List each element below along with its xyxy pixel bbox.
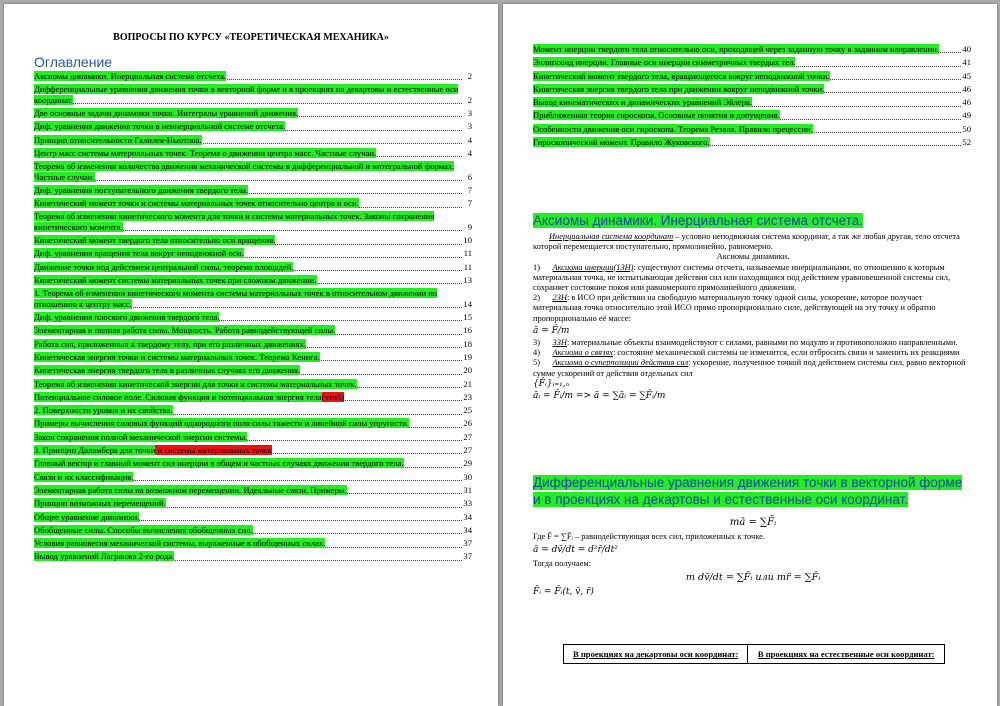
- toc-page-number: 27: [463, 445, 472, 456]
- toc-entry-text: Вывод уравнений Лагранжа 2-го рода.: [34, 551, 175, 562]
- toc-entry[interactable]: [34, 148, 472, 158]
- toc-entry[interactable]: [34, 108, 472, 118]
- toc-page-number: 34: [463, 511, 472, 522]
- toc-page-number: 21: [463, 378, 472, 389]
- toc-entry-text: Кинетический момент твердого тела, вращающегося вокруг неподвижной точки.: [533, 70, 830, 81]
- equation-main: mā = ∑F̄ᵢ: [729, 517, 777, 528]
- diff-eq-body: [533, 518, 973, 597]
- toc-page-number: 52: [962, 137, 971, 148]
- toc-page-number: 49: [962, 110, 971, 121]
- toc-page-number: 40: [962, 44, 971, 54]
- toc-entry[interactable]: [533, 84, 971, 94]
- toc-page-number: 50: [962, 123, 971, 134]
- toc-page-number: 37: [463, 551, 472, 562]
- toc-entry[interactable]: [533, 97, 971, 107]
- projection-table: [563, 644, 945, 664]
- toc-page-number: 11: [463, 261, 472, 272]
- equation-acceleration: ā = dv̄/dt = d²r̄/dt²: [533, 545, 618, 556]
- toc-entry[interactable]: [533, 110, 971, 120]
- toc-entry-text: Общее уравнение динамики.: [34, 511, 140, 522]
- toc-entry[interactable]: [34, 485, 472, 495]
- toc-entry-text: Приближенная теория гироскопа. Основные понятия и допущения.: [533, 110, 780, 121]
- toc-page-number: 41: [962, 57, 971, 68]
- toc-entry[interactable]: [34, 198, 472, 208]
- toc-entry-text: Связи и их классификация.: [34, 471, 134, 482]
- toc-page-number: 25: [463, 405, 472, 416]
- toc-entry[interactable]: [34, 262, 472, 272]
- equation-then: m dv̄/dt = ∑F̄ᵢ или mr̈ = ∑F̄ᵢ: [685, 571, 821, 583]
- toc-page-number: 34: [463, 524, 472, 535]
- toc-entry-text: Аксиомы динамики. Инерциальная система отсчета.: [34, 71, 227, 81]
- toc-list-right: [533, 44, 971, 150]
- toc-page-number: 4: [467, 147, 472, 158]
- toc-entry-text: Принцип относительности Галилея-Ньютона.: [34, 134, 202, 145]
- formula-superposition: āᵢ = F̄ᵢ/m => ā = ∑āᵢ = ∑F̄ᵢ/m: [533, 391, 666, 402]
- formula-force-set: {F̄ᵢ}ᵢ₌₁,ₙ: [533, 378, 570, 389]
- table-header-cartesian: В проекциях на декартовы оси координат:: [564, 645, 748, 664]
- toc-entry[interactable]: [34, 312, 472, 322]
- toc-entry[interactable]: [533, 44, 971, 54]
- toc-entry[interactable]: [34, 538, 472, 548]
- toc-entry-text: Кинетическая энергия точки и системы материальных точек. Теорема Кенига.: [34, 351, 320, 362]
- toc-entry-text-marked: и системы материальных точек: [155, 445, 272, 456]
- toc-page-number: 6: [467, 171, 472, 182]
- toc-entry-text: Движение точки под действием центральной силы, теорема площадей.: [34, 261, 294, 272]
- toc-entry-text: Момент инерции твердого тела относительно оси, проходящей через заданную точку в заданном направлении.: [533, 44, 939, 54]
- table-header-natural: В проекциях на естественные оси координат:: [748, 645, 945, 664]
- toc-page-number: 11: [463, 248, 472, 259]
- toc-entry[interactable]: [533, 71, 971, 81]
- toc-page-number: 2: [467, 71, 472, 81]
- toc-page-number: 27: [463, 431, 472, 442]
- toc-page-number: 9: [467, 221, 472, 232]
- toc-entry[interactable]: [34, 325, 472, 335]
- toc-entry[interactable]: [34, 445, 472, 455]
- toc-entry[interactable]: [34, 211, 472, 232]
- toc-page-number: 31: [463, 484, 472, 495]
- toc-page-number: 46: [962, 83, 971, 94]
- toc-entry[interactable]: [533, 57, 971, 67]
- toc-entry[interactable]: [34, 458, 472, 468]
- toc-entry[interactable]: [34, 121, 472, 131]
- toc-entry[interactable]: [34, 352, 472, 362]
- toc-entry-text: 3. Принцип Даламбера для точки: [34, 445, 156, 456]
- toc-entry[interactable]: [34, 498, 472, 508]
- formula-newton-2: ā = F̄/m: [533, 325, 570, 336]
- toc-heading: Оглавление: [34, 54, 113, 70]
- toc-entry-text: Примеры вычисления силовых функций однородного поля силы тяжести и линейной силы упругости.: [34, 418, 409, 429]
- toc-entry[interactable]: [34, 288, 472, 309]
- toc-entry[interactable]: [34, 248, 472, 258]
- document-title: ВОПРОСЫ ПО КУРСУ «ТЕОРЕТИЧЕСКАЯ МЕХАНИКА»: [113, 32, 389, 43]
- toc-page-number: 4: [467, 134, 472, 145]
- left-page: [4, 4, 498, 706]
- toc-page-number: 3: [467, 108, 472, 118]
- toc-entry-text: Вывод кинематических и динамических уравнений Эйлера.: [533, 97, 752, 108]
- toc-entry[interactable]: [34, 275, 472, 285]
- toc-entry-text: Главный вектор и главный момент сил инерции в общем и частных случаях движения твердого тела.: [34, 458, 404, 469]
- toc-entry-text: Две основные задачи динамики точки. Интегралы уравнений движения.: [34, 108, 299, 118]
- toc-page-number: 2: [467, 94, 472, 105]
- right-page: [503, 4, 997, 706]
- toc-entry-text: Кинетический момент системы материальных точек при сложном движении.: [34, 275, 317, 286]
- toc-entry[interactable]: [34, 405, 472, 415]
- toc-page-number: 45: [962, 70, 971, 81]
- toc-page-number: 26: [463, 418, 472, 429]
- toc-entry-text: Работа сил, приложенных к твердому телу, при его различных движениях.: [34, 338, 306, 349]
- toc-entry[interactable]: [34, 84, 472, 105]
- toc-entry[interactable]: [34, 392, 472, 402]
- toc-page-number: 3: [467, 121, 472, 132]
- toc-entry[interactable]: [34, 71, 472, 81]
- toc-entry-text: Потенциальное силовое поле. Силовая функция и потенциальная энергия тела: [34, 391, 322, 402]
- toc-page-number: 23: [463, 391, 472, 402]
- toc-entry-text: Обобщенные силы. Способы вычисления обобщенных сил.: [34, 524, 253, 535]
- toc-entry[interactable]: [34, 432, 472, 442]
- toc-entry-text: Кинетическая энергия твердого тела при движении вокруг неподвижной точки.: [533, 83, 825, 94]
- toc-page-number: 10: [463, 235, 472, 246]
- section-heading-diff-eq: Дифференциальные уравнения движения точки в векторной форме и в проекциях на декартовы и естественные оси координат.: [533, 475, 963, 507]
- toc-leader-dots: [34, 180, 462, 181]
- toc-page-number: 19: [463, 351, 472, 362]
- toc-entry[interactable]: [533, 124, 971, 134]
- toc-entry[interactable]: [34, 235, 472, 245]
- where-text: Где F̄ = ∑F̄ᵢ – равнодействующая всех сил, приложенных к точке.: [533, 532, 765, 542]
- toc-page-number: 30: [463, 471, 472, 482]
- toc-entry-text: Закон сохранения полной механической энергии системы.: [34, 431, 248, 442]
- toc-entry-text: Кинетический момент точки и системы материальных точек относительно центра и оси.: [34, 198, 359, 209]
- toc-entry-text: Теорема об изменении кинетической энергии для точки и системы материальных точек.: [34, 378, 357, 389]
- toc-entry[interactable]: [34, 339, 472, 349]
- toc-entry-text: Дифференциальные уравнения движения точки в векторной форме и в проекциях на декартовы и естественные оси координат.: [34, 84, 459, 105]
- toc-entry-text: Диф. уравнения вращения тела вокруг неподвижной оси.: [34, 248, 244, 259]
- toc-page-number: 15: [463, 312, 472, 323]
- toc-page-number: 7: [467, 198, 472, 209]
- toc-page-number: 33: [463, 498, 472, 509]
- toc-page-number: 46: [962, 97, 971, 108]
- toc-entry[interactable]: [34, 135, 472, 145]
- toc-page-number: 13: [463, 275, 472, 286]
- toc-entry[interactable]: [34, 472, 472, 482]
- axioms-title: Аксиомы динамики.: [716, 252, 790, 262]
- toc-entry[interactable]: [34, 185, 472, 195]
- toc-entry[interactable]: [533, 137, 971, 147]
- toc-entry-text: Гироскопический момент. Правило Жуковского.: [533, 137, 710, 148]
- toc-entry-text: Теорема об изменении количества движения механической системы в дифференциальной и интегральной формах. Частные случаи.: [34, 161, 455, 182]
- then-text: Тогда получаем:: [533, 558, 591, 568]
- toc-page-number: 14: [463, 298, 472, 309]
- toc-entry[interactable]: [34, 365, 472, 375]
- toc-entry-text: Особенности движения оси гироскопа. Теорема Резаля. Правило прецессии.: [533, 123, 813, 134]
- toc-entry-text: 1. Теорема об изменении кинетического момента системы материальных точек в относительном движении по отношению к центру масс.: [34, 288, 438, 309]
- toc-entry-text: Элементарная и полная работа силы. Мощность. Работа равнодействующей силы.: [34, 325, 336, 336]
- toc-entry[interactable]: [34, 512, 472, 522]
- toc-entry-text-marked: (чтоб): [321, 391, 345, 402]
- toc-entry-text: Условия равновесия механической системы, выраженные в обобщенных силах.: [34, 538, 326, 549]
- axioms-body: Инерциальная система координат – условно неподвижная система координат, а так же любая другая, тело отсчета которой перемещается поступательно, прямолинейно, равномерно. Аксиомы динамики. 1) Аксиома инерции(1ЗН): существуют системы отсчета, называемые инерциальными, по отношению к которым материальная точка, не испытывающая действия сил или находящаяся под действием уравновешенной системы сил, сохраняет состояние покоя или равномерного прямолинейного движения. 2) 2ЗН: в ИСО при действии на свободную материальную точку одной силы, ускорение, которое получает материальная точка относительно этой ИСО прямо пропорционально силе, действующей на эту точку и обратно пропорционально её массе: ā = F̄/m 3) 3ЗН: материальные объекты взаимодействуют с силами, равными по модулю и противоположно направленными. 4) Аксиома о связях: состояние механической системы не изменится, если отбросить связи и заменить их реакциями 5) Аксиома о суперпозиции действия сил: ускорение, полученное точкой под действием системы сил, равно векторной сумме ускорений от действия отдельных сил {F̄ᵢ}ᵢ₌₁,ₙ āᵢ = F̄ᵢ/m => ā = ∑āᵢ = ∑F̄ᵢ/m: [533, 232, 973, 401]
- section-heading-axioms: Аксиомы динамики. Инерциальная система отсчета.: [533, 213, 863, 228]
- toc-page-number: 20: [463, 365, 472, 376]
- toc-entry-text: 2. Поверхности уровня и их свойства.: [34, 405, 173, 416]
- toc-page-number: 29: [463, 458, 472, 469]
- toc-entry[interactable]: [34, 379, 472, 389]
- toc-list-left: [34, 71, 472, 565]
- toc-entry-text: Элементарная работа силы на возможном перемещении. Идеальные связи. Примеры.: [34, 484, 347, 495]
- toc-entry[interactable]: [34, 551, 472, 561]
- equation-force: F̄ᵢ = F̄ᵢ(t, v̄, r̄): [533, 587, 594, 598]
- toc-page-number: 7: [467, 184, 472, 195]
- toc-entry-text: Эллипсоид инерции. Главные оси инерции симметричных твердых тел.: [533, 57, 796, 68]
- toc-entry-text: Кинетическая энергия твердого тела в различных случаях его движения.: [34, 365, 301, 376]
- toc-page-number: 16: [463, 325, 472, 336]
- toc-entry-text: Диф. уравнения движения точки в неинерциальной системе отсчета.: [34, 121, 286, 132]
- toc-entry-text: Кинетический момент твердого тела относительно оси вращения.: [34, 235, 276, 246]
- toc-entry[interactable]: [34, 418, 472, 428]
- toc-page-number: 18: [463, 338, 472, 349]
- toc-entry-text: Принцип возможных перемещений.: [34, 498, 166, 509]
- toc-entry-text: Диф. уравнения поступательного движения твердого тела.: [34, 184, 248, 195]
- toc-entry-text: Диф. уравнения плоского движения твердого тела.: [34, 312, 220, 323]
- toc-leader-dots: [34, 103, 462, 104]
- toc-entry[interactable]: [34, 161, 472, 182]
- toc-entry[interactable]: [34, 525, 472, 535]
- toc-page-number: 37: [463, 538, 472, 549]
- toc-entry-text: Теорема об изменении кинетического момента для точки и системы материальных точек. Законы сохранения кинетического момента.: [34, 211, 435, 232]
- toc-entry-text: Центр масс системы материальных точек. Теорема о движении центра масс. Частные случаи.: [34, 147, 377, 158]
